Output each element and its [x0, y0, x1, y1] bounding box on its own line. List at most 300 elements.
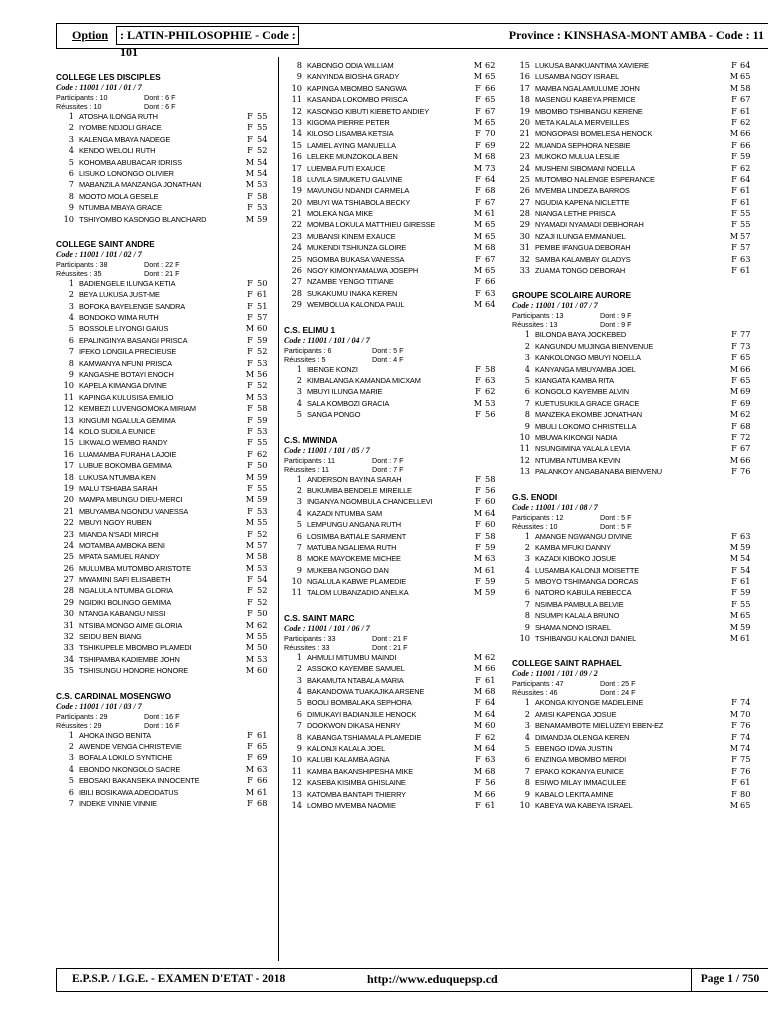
participants-line: [512, 513, 768, 522]
student-name: NSUMPI KALALA BRUNO: [535, 611, 620, 621]
student-row: [512, 455, 768, 466]
participants-count: Participants : 12: [512, 512, 564, 522]
student-rank: 25: [291, 253, 302, 264]
student-score: 59: [257, 334, 268, 345]
student-sex: F: [731, 116, 737, 127]
student-score: 61: [740, 265, 751, 276]
student-rank: 3: [68, 300, 74, 311]
student-name: AWENDE VENGA CHRISTEVIE: [79, 741, 182, 751]
student-rank: 5: [524, 576, 530, 587]
student-sex: F: [731, 265, 737, 276]
student-name: MOTAMBA AMBOKA BENI: [79, 540, 165, 550]
student-name: KOLO SUDILA EUNICE: [79, 426, 156, 436]
student-row: [512, 106, 768, 117]
student-score: 66: [485, 82, 496, 93]
student-row: [284, 117, 502, 128]
student-row: [284, 553, 502, 564]
student-score: 58: [257, 551, 268, 562]
student-score: 59: [740, 621, 751, 632]
school-name: GROUPE SCOLAIRE AURORE: [512, 290, 632, 301]
student-score: 65: [740, 799, 751, 810]
student-sex: F: [247, 334, 253, 345]
student-row: [284, 151, 502, 162]
student-sex: F: [247, 312, 253, 323]
school-name: C.S. CARDINAL MOSENGWO: [56, 690, 172, 701]
student-name: KABANGA TSHIAMALA PLAMEDIE: [307, 732, 422, 742]
student-row: [56, 278, 274, 289]
student-row: [284, 219, 502, 230]
school-name: COLLEGE LES DISCIPLES: [56, 72, 161, 82]
student-score: 50: [257, 277, 268, 288]
student-rank: 11: [291, 765, 302, 776]
student-row: [56, 134, 274, 145]
student-name: EBENGO IDWA JUSTIN: [535, 743, 613, 753]
student-sex: M: [729, 553, 739, 564]
student-rank: 3: [296, 674, 302, 685]
student-row: [512, 163, 768, 174]
student-name: PALANKOY ANGABANABA BIENVENU: [535, 467, 662, 477]
student-sex: F: [475, 519, 481, 530]
student-row: [512, 800, 768, 811]
student-score: 55: [257, 517, 268, 528]
student-rank: 8: [296, 731, 302, 742]
student-row: [56, 122, 274, 133]
student-row: [284, 398, 502, 409]
reussites-line: [512, 688, 768, 697]
participants-line: [56, 93, 274, 102]
student-name: SAMBA KALAMBAY GLADYS: [535, 254, 631, 264]
student-sex: M: [729, 128, 739, 139]
student-rank: 10: [291, 82, 302, 93]
student-sex: M: [473, 788, 483, 799]
student-row: [512, 375, 768, 386]
student-row: [284, 652, 502, 663]
student-rank: 14: [291, 128, 302, 139]
student-score: 65: [740, 71, 751, 82]
student-score: 64: [485, 299, 496, 310]
school-code: Code : 11001 / 101 / 08 / 7: [512, 502, 598, 512]
student-row: [512, 208, 768, 219]
reussites-count: Réussites : 10: [56, 102, 102, 111]
student-score: 57: [740, 242, 751, 253]
participants-female-count: Dont : 6 F: [144, 93, 176, 102]
student-row: [56, 346, 274, 357]
student-name: DIMANDJA OLENGA KEREN: [535, 732, 630, 742]
student-name: MBUYI WA TSHIABOLA BECKY: [307, 197, 411, 207]
student-name: KATOMBA BANTAPI THIERRY: [307, 789, 406, 799]
student-row: [284, 265, 502, 276]
student-name: MUKEBA NGONGO DAN: [307, 565, 389, 575]
student-rank: 7: [68, 797, 74, 808]
student-sex: M: [245, 213, 255, 224]
student-name: LUVILA SIMUKETU GALVINE: [307, 174, 403, 184]
student-sex: M: [473, 708, 483, 719]
student-score: 54: [740, 553, 751, 564]
student-name: SEIDU BEN BIANG: [79, 632, 142, 642]
student-sex: F: [731, 105, 737, 116]
student-row: [56, 494, 274, 505]
student-score: 76: [740, 765, 751, 776]
student-sex: M: [245, 551, 255, 562]
student-score: 62: [257, 448, 268, 459]
student-rank: 10: [519, 431, 530, 442]
school-name: COLLEGE SAINT RAPHAEL: [512, 658, 622, 669]
student-sex: M: [473, 230, 483, 241]
student-name: MUTOMBO NALENGE ESPERANCE: [535, 174, 655, 184]
student-score: 56: [257, 369, 268, 380]
student-score: 63: [257, 763, 268, 774]
student-name: LIKWALO WEMBO RANDY: [79, 438, 168, 448]
reussites-line: [284, 355, 502, 364]
student-row: [56, 437, 274, 448]
student-sex: F: [247, 414, 253, 425]
student-name: AHOKA INGO BENITA: [79, 730, 152, 740]
student-score: 67: [485, 105, 496, 116]
student-sex: F: [731, 94, 737, 105]
student-name: LELEKE MUNZOKOLA BEN: [307, 152, 398, 162]
student-sex: F: [475, 530, 481, 541]
student-score: 52: [257, 596, 268, 607]
student-rank: 22: [291, 219, 302, 230]
student-sex: M: [729, 633, 739, 644]
student-row: [56, 517, 274, 528]
student-rank: 1: [68, 277, 74, 288]
student-sex: F: [475, 196, 481, 207]
student-sex: F: [475, 409, 481, 420]
student-score: 52: [257, 585, 268, 596]
student-rank: 12: [291, 105, 302, 116]
student-rank: 27: [291, 276, 302, 287]
participants-line: [512, 679, 768, 688]
student-row: [284, 375, 502, 386]
student-rank: 4: [296, 397, 302, 408]
student-score: 61: [485, 674, 496, 685]
student-rank: 8: [296, 553, 302, 564]
student-score: 61: [740, 633, 751, 644]
student-name: KANKOLONGO MBUYI NOELLA: [535, 353, 641, 363]
student-name: EPAKO KOKANYA EUNICE: [535, 766, 624, 776]
student-row: [56, 145, 274, 156]
student-sex: M: [473, 564, 483, 575]
student-rank: 9: [524, 788, 530, 799]
student-score: 66: [740, 454, 751, 465]
student-sex: F: [475, 541, 481, 552]
student-rank: 5: [68, 156, 74, 167]
student-score: 59: [257, 213, 268, 224]
footer-website-link[interactable]: http://www.eduquepsp.cd: [367, 972, 498, 986]
student-row: [284, 299, 502, 310]
student-row: [512, 254, 768, 265]
student-row: [512, 329, 768, 340]
student-sex: M: [729, 610, 739, 621]
student-rank: 11: [519, 443, 530, 454]
student-rank: 2: [296, 663, 302, 674]
student-row: [512, 185, 768, 196]
student-name: BEYA LUKUSA JUST-ME: [79, 290, 160, 300]
student-name: KINGUMI NGALULA GEMIMA: [79, 415, 176, 425]
student-row: [284, 766, 502, 777]
reussites-female-count: Dont : 16 F: [144, 720, 180, 730]
student-name: MOKE MAYOKEME MICHEE: [307, 554, 401, 564]
school-group: [56, 239, 274, 677]
student-rank: 28: [63, 585, 74, 596]
student-row: [512, 697, 768, 708]
student-sex: F: [731, 340, 737, 351]
student-score: 58: [257, 190, 268, 201]
student-score: 64: [485, 507, 496, 518]
school-code: Code : 11001 / 101 / 05 / 7: [284, 445, 370, 455]
student-row: [284, 720, 502, 731]
student-score: 53: [257, 202, 268, 213]
student-rank: 26: [291, 265, 302, 276]
student-name: KIANGATA KAMBA RITA: [535, 375, 614, 385]
reussites-line: [56, 269, 274, 278]
student-rank: 5: [296, 519, 302, 530]
student-name: KEMBEZI LUVENGOMOKA MIRIAM: [79, 404, 196, 414]
student-row: [512, 720, 768, 731]
student-rank: 28: [519, 208, 530, 219]
student-name: MBUYI ILUNGA MARIE: [307, 387, 383, 397]
student-row: [512, 754, 768, 765]
student-name: MBOMBO TSHIBANGU KERENE: [535, 106, 643, 116]
student-rank: 4: [68, 312, 74, 323]
student-row: [56, 608, 274, 619]
student-row: [284, 254, 502, 265]
student-rank: 2: [296, 484, 302, 495]
student-rank: 20: [63, 494, 74, 505]
student-name: NZAMBE YENGO TITIANE: [307, 277, 394, 287]
student-score: 63: [485, 374, 496, 385]
student-score: 54: [740, 564, 751, 575]
student-score: 65: [485, 265, 496, 276]
student-name: PEMBE IFANGUA DEBORAH: [535, 243, 631, 253]
student-sex: F: [475, 253, 481, 264]
student-row: [512, 777, 768, 788]
student-name: NTUMBA NTUMBA KEVIN: [535, 455, 621, 465]
student-score: 52: [257, 528, 268, 539]
student-name: NYAMADI NYAMADI DEBHORAH: [535, 220, 644, 230]
student-rank: 6: [68, 786, 74, 797]
student-row: [284, 675, 502, 686]
student-row: [56, 620, 274, 631]
student-row: [284, 496, 502, 507]
student-sex: M: [245, 619, 255, 630]
student-name: ATOSHA ILONGA RUTH: [79, 112, 158, 121]
student-score: 64: [740, 60, 751, 70]
student-row: [512, 622, 768, 633]
participants-line: [56, 712, 274, 721]
student-rank: 7: [524, 397, 530, 408]
student-row: [56, 179, 274, 190]
student-rank: 6: [524, 754, 530, 765]
student-sex: F: [475, 363, 481, 374]
student-row: [512, 71, 768, 82]
student-sex: M: [245, 631, 255, 642]
student-score: 62: [257, 619, 268, 630]
student-name: KILOSO LISAMBA KETSIA: [307, 129, 394, 139]
student-rank: 4: [68, 145, 74, 156]
student-sex: M: [729, 409, 739, 420]
reussites-count: Réussites : 13: [512, 320, 558, 330]
student-row: [56, 741, 274, 752]
student-rank: 21: [63, 505, 74, 516]
school-group: [512, 60, 768, 276]
student-name: BILONDA BAYA JOCKEBED: [535, 330, 627, 340]
student-sex: M: [473, 162, 483, 173]
student-row: [284, 208, 502, 219]
student-name: MBUYAMBA NGONDU VANESSA: [79, 506, 189, 516]
student-rank: 9: [524, 621, 530, 632]
student-rank: 18: [63, 471, 74, 482]
student-row: [284, 474, 502, 485]
student-score: 66: [740, 128, 751, 139]
student-sex: M: [245, 179, 255, 190]
student-sex: F: [475, 94, 481, 105]
student-name: KAZADI KIBOKO JOSUE: [535, 554, 616, 564]
student-row: [512, 732, 768, 743]
student-score: 59: [740, 151, 751, 162]
student-rank: 1: [68, 111, 74, 121]
student-score: 72: [740, 431, 751, 442]
student-score: 53: [257, 562, 268, 573]
page-footer: [56, 968, 768, 992]
reussites-count: Réussites : 11: [284, 464, 330, 474]
student-score: 59: [257, 414, 268, 425]
student-name: KAPINGA KULUSISA EMILIO: [79, 392, 174, 402]
student-sex: F: [247, 596, 253, 607]
student-row: [512, 766, 768, 777]
student-name: NATORO KABULA REBECCA: [535, 588, 632, 598]
student-sex: M: [473, 742, 483, 753]
student-score: 60: [257, 323, 268, 334]
student-score: 66: [740, 139, 751, 150]
school-code: Code : 11001 / 101 / 03 / 7: [56, 701, 142, 711]
student-row: [56, 358, 274, 369]
student-row: [284, 743, 502, 754]
student-sex: F: [475, 374, 481, 385]
student-name: ANDERSON BAYINA SARAH: [307, 474, 402, 484]
student-score: 68: [257, 797, 268, 808]
student-row: [56, 202, 274, 213]
student-sex: M: [473, 219, 483, 230]
student-rank: 5: [524, 742, 530, 753]
student-sex: F: [475, 799, 481, 810]
student-sex: M: [245, 517, 255, 528]
student-sex: F: [475, 754, 481, 765]
student-name: INDEKE VINNIE VINNIE: [79, 798, 157, 808]
student-score: 73: [740, 340, 751, 351]
participants-count: Participants : 33: [284, 633, 336, 643]
student-row: [512, 789, 768, 800]
school-code: Code : 11001 / 101 / 01 / 7: [56, 83, 142, 92]
student-rank: 19: [519, 105, 530, 116]
student-score: 66: [257, 775, 268, 786]
student-sex: M: [473, 765, 483, 776]
school-name: C.S. ELIMU 1: [284, 324, 336, 335]
student-name: META KALALA MERVEILLES: [535, 117, 630, 127]
student-row: [284, 128, 502, 139]
student-row: [284, 185, 502, 196]
student-score: 67: [740, 443, 751, 454]
participants-count: Participants : 29: [56, 711, 108, 721]
student-rank: 2: [524, 340, 530, 351]
student-sex: F: [475, 82, 481, 93]
student-name: LUSAMBA NGOY ISRAEL: [535, 72, 620, 82]
student-score: 52: [257, 145, 268, 156]
student-rank: 16: [291, 151, 302, 162]
student-name: WEMBOLUA KALONDA PAUL: [307, 300, 405, 310]
student-name: IBENGE KONZI: [307, 364, 358, 374]
student-sex: F: [247, 289, 253, 300]
student-sex: M: [473, 686, 483, 697]
student-rank: 5: [296, 697, 302, 708]
student-row: [284, 576, 502, 587]
student-rank: 3: [68, 133, 74, 144]
participants-line: [284, 634, 502, 643]
student-score: 73: [485, 162, 496, 173]
student-sex: M: [473, 265, 483, 276]
student-sex: M: [473, 397, 483, 408]
student-rank: 21: [291, 208, 302, 219]
student-rank: 6: [68, 334, 74, 345]
student-rank: 8: [296, 60, 302, 70]
student-rank: 11: [291, 587, 302, 598]
student-score: 65: [485, 116, 496, 127]
reussites-line: [512, 320, 768, 329]
student-sex: F: [731, 443, 737, 454]
student-rank: 18: [519, 94, 530, 105]
student-sex: M: [245, 786, 255, 797]
student-score: 67: [485, 196, 496, 207]
student-rank: 1: [296, 473, 302, 484]
student-name: LUKUSA NTUMBA KEN: [79, 472, 156, 482]
student-rank: 12: [519, 454, 530, 465]
student-rank: 23: [63, 528, 74, 539]
student-rank: 12: [291, 777, 302, 788]
student-rank: 14: [63, 425, 74, 436]
student-sex: M: [245, 471, 255, 482]
student-score: 61: [257, 786, 268, 797]
student-score: 55: [257, 631, 268, 642]
student-row: [284, 197, 502, 208]
student-sex: F: [475, 576, 481, 587]
student-name: BOOLI BOMBALAKA SEPHORA: [307, 698, 412, 708]
student-sex: M: [729, 71, 739, 82]
student-rank: 9: [68, 369, 74, 380]
student-sex: M: [729, 799, 739, 810]
student-score: 53: [485, 397, 496, 408]
student-score: 74: [740, 731, 751, 742]
student-row: [512, 231, 768, 242]
student-score: 68: [485, 185, 496, 196]
student-row: [512, 743, 768, 754]
school-group: [512, 290, 768, 477]
student-rank: 10: [291, 754, 302, 765]
student-row: [56, 312, 274, 323]
student-sex: M: [729, 541, 739, 552]
student-sex: F: [731, 162, 737, 173]
student-row: [56, 460, 274, 471]
student-score: 61: [485, 208, 496, 219]
student-rank: 10: [519, 799, 530, 810]
school-group: [284, 435, 502, 599]
student-score: 66: [485, 788, 496, 799]
student-name: BADIENGELE ILUNGA KETIA: [79, 278, 176, 288]
student-rank: 10: [63, 380, 74, 391]
student-sex: F: [731, 731, 737, 742]
student-name: KAPINGA MBOMBO SANGWA: [307, 83, 407, 93]
student-row: [284, 364, 502, 375]
